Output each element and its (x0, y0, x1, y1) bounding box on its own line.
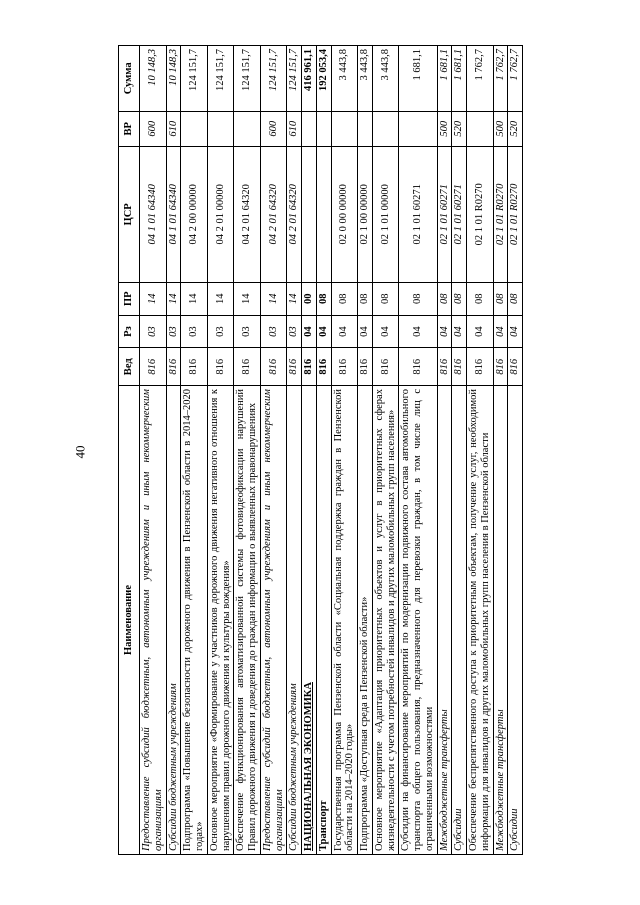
cell-pr: 08 (331, 282, 358, 315)
cell-pr: 14 (181, 282, 208, 315)
cell-vr: 520 (452, 111, 467, 146)
cell-rz: 04 (493, 315, 508, 348)
cell-csr: 04 2 01 64320 (260, 146, 287, 282)
cell-pr: 08 (358, 282, 373, 315)
cell-csr: 02 1 01 R0270 (508, 146, 523, 282)
table-row (181, 46, 208, 855)
table-row (493, 46, 508, 855)
cell-name: Субсидии бюджетным учреждениям (287, 386, 302, 855)
table-row (372, 46, 399, 855)
cell-ved: 816 (399, 348, 437, 386)
rotated-table-frame (118, 45, 583, 855)
cell-vr: 600 (260, 111, 287, 146)
cell-name: Предоставление субсидий бюджетным, автономным учреждениям и иным некоммерческим организациям (260, 386, 287, 855)
cell-csr: 04 2 01 64320 (287, 146, 302, 282)
cell-name: Субсидии на финансирование мероприятий по модернизации подвижного состава автомобильного транспорта общего пользования, предназначенного для перевозки граждан, в том числе лиц с ограниченными возможностями (399, 386, 437, 855)
cell-name: Обеспечение функционирования автоматизированной системы фотовидеофиксации нарушений Правил дорожного движения и доведения до граждан информации о выявленных правонарушениях (234, 386, 261, 855)
cell-rz: 04 (372, 315, 399, 348)
table-row (260, 46, 287, 855)
cell-rz: 04 (302, 315, 317, 348)
header-name: Наименование (119, 386, 140, 855)
cell-vr (372, 111, 399, 146)
cell-rz: 04 (399, 315, 437, 348)
cell-vr: 500 (437, 111, 452, 146)
cell-csr: 02 1 01 R0270 (493, 146, 508, 282)
header-vr: ВР (119, 111, 140, 146)
cell-sum: 1 762,7 (467, 46, 494, 112)
cell-sum: 1 681,1 (399, 46, 437, 112)
cell-pr: 14 (166, 282, 181, 315)
header-csr: ЦСР (119, 146, 140, 282)
cell-ved: 816 (508, 348, 523, 386)
cell-csr: 02 1 01 00000 (372, 146, 399, 282)
cell-pr: 14 (260, 282, 287, 315)
table-header-row (119, 46, 140, 855)
cell-sum: 1 681,1 (452, 46, 467, 112)
cell-sum: 3 443,8 (331, 46, 358, 112)
cell-ved: 816 (467, 348, 494, 386)
cell-sum: 416 961,1 (302, 46, 317, 112)
cell-name: Транспорт (316, 386, 331, 855)
cell-sum: 3 443,8 (372, 46, 399, 112)
cell-vr (399, 111, 437, 146)
cell-vr (358, 111, 373, 146)
header-sum: Сумма (119, 46, 140, 112)
cell-vr: 500 (493, 111, 508, 146)
cell-vr (331, 111, 358, 146)
cell-csr: 04 1 01 64340 (140, 146, 167, 282)
cell-rz: 03 (207, 315, 234, 348)
cell-ved: 816 (493, 348, 508, 386)
cell-csr: 02 0 00 00000 (331, 146, 358, 282)
header-rz: Рз (119, 315, 140, 348)
cell-vr (181, 111, 208, 146)
cell-ved: 816 (287, 348, 302, 386)
cell-csr: 02 1 01 R0270 (467, 146, 494, 282)
cell-pr: 00 (302, 282, 317, 315)
cell-csr (302, 146, 317, 282)
cell-name: Государственная программа Пензенской области «Социальная поддержка граждан в Пензенской области на 2014–2020 годы» (331, 386, 358, 855)
cell-sum: 124 151,7 (181, 46, 208, 112)
cell-rz: 03 (234, 315, 261, 348)
cell-rz: 04 (331, 315, 358, 348)
cell-rz: 03 (260, 315, 287, 348)
cell-rz: 03 (287, 315, 302, 348)
cell-name: Межбюджетные трансферты (493, 386, 508, 855)
cell-name: Обеспечение беспрепятственного доступа к приоритетным объектам, получение услуг, необходимой информации для инвалидов и других маломобильных групп населения в Пензенской области (467, 386, 494, 855)
header-pr: ПР (119, 282, 140, 315)
cell-name: НАЦИОНАЛЬНАЯ ЭКОНОМИКА (302, 386, 317, 855)
cell-pr: 14 (287, 282, 302, 315)
cell-name: Основное мероприятие «Адаптация приоритетных объектов и услуг в приоритетных сферах жизнедеятельности с учетом потребностей инвалидов и других маломобильных групп населения» (372, 386, 399, 855)
cell-sum: 10 148,3 (140, 46, 167, 112)
cell-ved: 816 (372, 348, 399, 386)
cell-pr: 08 (316, 282, 331, 315)
cell-sum: 1 762,7 (493, 46, 508, 112)
cell-name: Подпрограмма «Доступная среда в Пензенской области» (358, 386, 373, 855)
table-row (331, 46, 358, 855)
cell-vr: 520 (508, 111, 523, 146)
cell-name: Подпрограмма «Повышение безопасности дорожного движения в Пензенской области в 2014–2020 годах» (181, 386, 208, 855)
cell-rz: 03 (166, 315, 181, 348)
budget-table (118, 45, 523, 855)
cell-pr: 08 (372, 282, 399, 315)
table-row (207, 46, 234, 855)
cell-name: Межбюджетные трансферты (437, 386, 452, 855)
table-row (467, 46, 494, 855)
cell-rz: 04 (452, 315, 467, 348)
cell-csr: 02 1 00 00000 (358, 146, 373, 282)
cell-csr: 04 2 01 64320 (234, 146, 261, 282)
cell-ved: 816 (260, 348, 287, 386)
cell-csr: 02 1 01 60271 (437, 146, 452, 282)
rotated-table-content (118, 45, 583, 855)
cell-pr: 08 (508, 282, 523, 315)
cell-sum: 1 762,7 (508, 46, 523, 112)
cell-ved: 816 (302, 348, 317, 386)
cell-sum: 192 053,4 (316, 46, 331, 112)
cell-sum: 1 681,1 (437, 46, 452, 112)
cell-pr: 08 (399, 282, 437, 315)
table-row (287, 46, 302, 855)
table-row (234, 46, 261, 855)
cell-sum: 124 151,7 (287, 46, 302, 112)
cell-sum: 124 151,7 (260, 46, 287, 112)
cell-sum: 124 151,7 (234, 46, 261, 112)
table-row (399, 46, 437, 855)
cell-vr (207, 111, 234, 146)
cell-rz: 03 (140, 315, 167, 348)
cell-name: Субсидии (508, 386, 523, 855)
cell-vr: 610 (166, 111, 181, 146)
cell-rz: 04 (508, 315, 523, 348)
table-row (437, 46, 452, 855)
cell-sum: 124 151,7 (207, 46, 234, 112)
cell-ved: 816 (140, 348, 167, 386)
page-number-box (70, 432, 90, 472)
cell-name: Основное мероприятие «Формирование у участников дорожного движения негативного отношения к нарушениям правил дорожного движения и культуры вождения» (207, 386, 234, 855)
cell-csr: 04 2 01 00000 (207, 146, 234, 282)
cell-vr (316, 111, 331, 146)
cell-pr: 08 (437, 282, 452, 315)
cell-pr: 08 (467, 282, 494, 315)
cell-rz: 04 (316, 315, 331, 348)
cell-sum: 10 148,3 (166, 46, 181, 112)
cell-rz: 03 (181, 315, 208, 348)
table-row (316, 46, 331, 855)
cell-name: Субсидии (452, 386, 467, 855)
cell-pr: 08 (452, 282, 467, 315)
cell-sum: 3 443,8 (358, 46, 373, 112)
cell-ved: 816 (452, 348, 467, 386)
page-number: 40 (72, 445, 87, 459)
cell-vr: 610 (287, 111, 302, 146)
cell-pr: 14 (234, 282, 261, 315)
cell-csr: 02 1 01 60271 (452, 146, 467, 282)
cell-csr (316, 146, 331, 282)
cell-rz: 04 (467, 315, 494, 348)
cell-vr (234, 111, 261, 146)
cell-vr (467, 111, 494, 146)
cell-rz: 04 (358, 315, 373, 348)
cell-ved: 816 (358, 348, 373, 386)
cell-ved: 816 (331, 348, 358, 386)
cell-pr: 08 (493, 282, 508, 315)
cell-vr (302, 111, 317, 146)
cell-ved: 816 (181, 348, 208, 386)
cell-rz: 04 (437, 315, 452, 348)
table-row (508, 46, 523, 855)
cell-ved: 816 (316, 348, 331, 386)
cell-csr: 04 2 00 00000 (181, 146, 208, 282)
table-row (452, 46, 467, 855)
cell-name: Предоставление субсидий бюджетным, автономным учреждениям и иным некоммерческим организациям (140, 386, 167, 855)
cell-name: Субсидии бюджетным учреждениям (166, 386, 181, 855)
table-row (140, 46, 167, 855)
header-ved: Вед (119, 348, 140, 386)
table-row (358, 46, 373, 855)
cell-ved: 816 (207, 348, 234, 386)
cell-ved: 816 (166, 348, 181, 386)
table-row (302, 46, 317, 855)
cell-vr: 600 (140, 111, 167, 146)
cell-pr: 14 (140, 282, 167, 315)
cell-ved: 816 (437, 348, 452, 386)
cell-csr: 02 1 01 60271 (399, 146, 437, 282)
cell-csr: 04 1 01 64340 (166, 146, 181, 282)
cell-pr: 14 (207, 282, 234, 315)
cell-ved: 816 (234, 348, 261, 386)
table-row (166, 46, 181, 855)
